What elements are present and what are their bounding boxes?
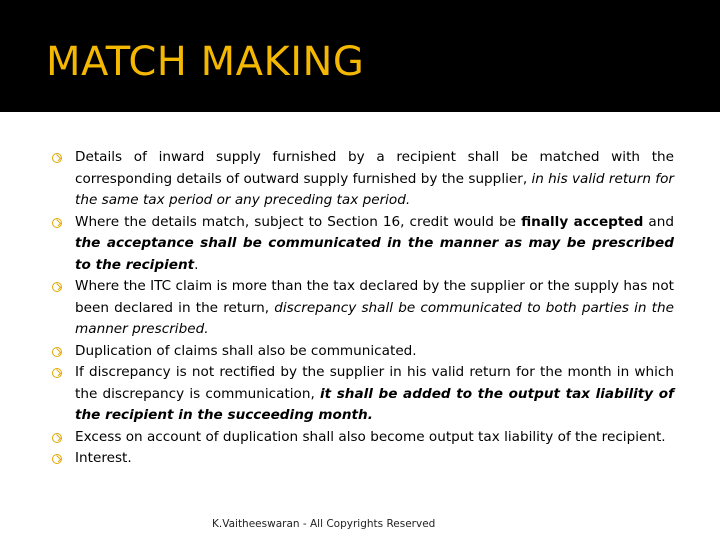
bullet-text-italic: in his valid return for the same tax period or any preceding tax period. <box>75 170 674 208</box>
bullet-text-italic: discrepancy shall be communicated to both parties in the manner prescribed. <box>75 299 674 337</box>
check-circle-icon <box>52 454 62 464</box>
bullet-text: Interest. <box>75 450 132 466</box>
bullet-text: . <box>194 256 199 273</box>
bullet-text: Details of inward supply furnished by a recipient shall be matched with the corresponding details of outward supply furnished by the supplier, <box>75 149 674 187</box>
title-bar <box>0 0 720 112</box>
slide-title: MATCH MAKING <box>46 39 365 85</box>
bullet-text: Where the ITC claim is more than the tax declared by the supplier or the supply has not been declared in the return, <box>75 278 674 316</box>
bullet-text-bold: finally accepted <box>521 213 644 230</box>
bullet-list <box>52 147 674 470</box>
check-circle-icon <box>52 282 62 292</box>
bullet-item <box>52 448 674 470</box>
bullet-text: and <box>643 213 675 230</box>
check-circle-icon <box>52 433 62 443</box>
bullet-text-bold-italic: it shall be added to the output tax liability of the recipient in the succeeding month. <box>75 385 674 423</box>
bullet-item <box>52 362 674 427</box>
check-circle-icon <box>52 153 62 163</box>
bullet-text: If discrepancy is not rectified by the supplier in his valid return for the month in which the discrepancy is communication, <box>75 364 674 402</box>
bullet-text: Excess on account of duplication shall also become output tax liability of the recipient. <box>75 428 666 445</box>
bullet-text-bold-italic: the acceptance shall be communicated in the manner as may be prescribed to the recipient <box>75 235 674 273</box>
bullet-item <box>52 341 674 363</box>
check-circle-icon <box>52 218 62 228</box>
bullet-text: Where the details match, subject to Section 16, credit would be <box>75 213 522 230</box>
check-circle-icon <box>52 368 62 378</box>
bullet-item <box>52 276 674 341</box>
check-circle-icon <box>52 347 62 357</box>
bullet-item <box>52 147 674 212</box>
bullet-text: Duplication of claims shall also be communicated. <box>75 342 417 359</box>
footer-copyright: K.Vaitheeswaran - All Copyrights Reserved <box>212 518 436 530</box>
bullet-item <box>52 212 674 277</box>
bullet-item <box>52 427 674 449</box>
